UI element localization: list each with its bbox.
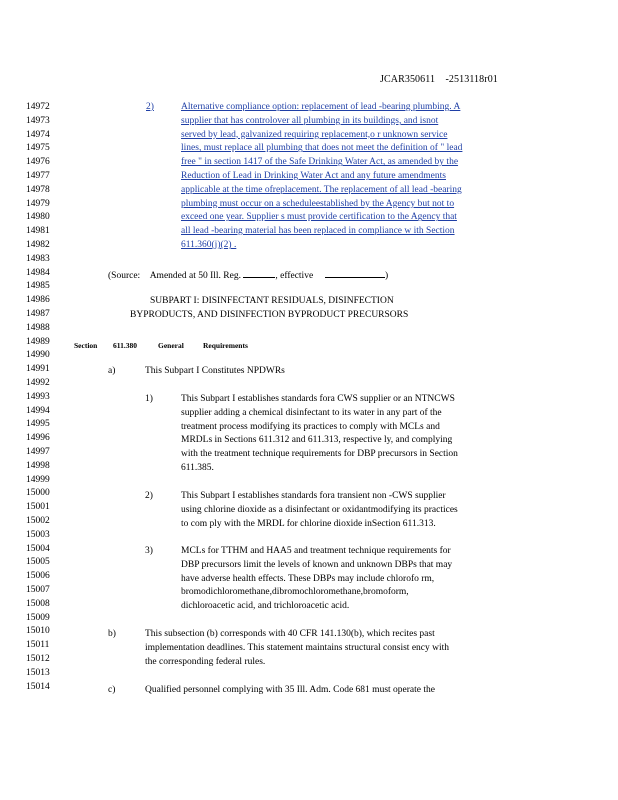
source-close: ): [385, 271, 389, 281]
line-number: 14997: [26, 447, 50, 457]
subsection-b-line: implementation deadlines. This statement maintains structural consist ency with: [145, 642, 450, 653]
subpart-title-line1: SUBPART I: DISINFECTANT RESIDUALS, DISINFECTION: [150, 296, 394, 306]
alt-option-line: Reduction of Lead in Drinking Water Act and any future amendments: [181, 171, 446, 181]
source-note: [108, 268, 388, 282]
revision-id: -2513118r01: [445, 74, 498, 85]
alt-option-label: 2): [146, 102, 154, 112]
line-number: 14999: [26, 474, 50, 485]
item-a1-line: treatment process modifying its practices to comply with MCLs and: [181, 421, 440, 432]
subsection-b-line: the corresponding federal rules.: [145, 656, 266, 667]
item-a1-label: 1): [145, 394, 153, 404]
line-number: 15007: [26, 585, 50, 595]
item-a2-line: This Subpart I establishes standards fora transient non -CWS supplier: [181, 491, 446, 501]
line-number: 14989: [26, 336, 50, 347]
line-number: 14998: [26, 460, 50, 471]
line-number: 15004: [26, 543, 50, 554]
line-number: 14983: [26, 253, 50, 264]
alt-option-line: supplier that has controlover all plumbing in its buildings, and isnot: [181, 115, 439, 126]
line-number: 15008: [26, 598, 50, 609]
item-a1-line: This Subpart I establishes standards fora CWS supplier or an NTNCWS: [181, 394, 455, 404]
line-number: 14981: [26, 226, 50, 237]
line-number: 14980: [26, 212, 50, 223]
item-a2-line: using chlorine dioxide as a disinfectant or oxidantmodifying its practices: [181, 504, 458, 515]
subsection-b-label: b): [108, 629, 116, 639]
line-number: 15010: [26, 626, 50, 637]
line-number: 14977: [26, 171, 50, 181]
item-a2-line: to com ply with the MRDL for chlorine dioxide inSection 611.313.: [181, 518, 436, 529]
line-number: 15012: [26, 654, 50, 664]
subsection-a-label: a): [108, 366, 116, 376]
item-a1-line: supplier adding a chemical disinfectant to its water in any part of the: [181, 407, 442, 418]
line-number: 15000: [26, 488, 50, 499]
alt-option-line: lines, must replace all plumbing that does not meet the definition of " lead: [181, 143, 463, 154]
item-a2-label: 2): [145, 491, 153, 501]
effective-date-blank: [325, 268, 385, 278]
section-number: 611.380: [113, 341, 137, 350]
page-header: [380, 74, 498, 85]
item-a3-line: DBP precursors limit the levels of known and unknown DBPs that may: [181, 559, 453, 570]
line-number: 14988: [26, 322, 50, 333]
subpart-title-line2: BYPRODUCTS, AND DISINFECTION BYPRODUCT PRECURSORS: [130, 310, 409, 320]
alt-option-line: exceed one year. Supplier s must provide certification to the Agency that: [181, 212, 457, 223]
line-number: 15009: [26, 612, 50, 623]
line-number: 14994: [26, 405, 50, 416]
item-a1-line: with the treatment technique requirements for DBP precursors in Section: [181, 449, 458, 460]
item-a3-line: dichloroacetic acid, and trichloroacetic acid.: [181, 601, 350, 612]
alt-option-line: served by lead, galvanized requiring replacement,o r unknown service: [181, 129, 448, 140]
subsection-c-label: c): [108, 685, 116, 695]
line-number: 14973: [26, 115, 50, 126]
alt-option-line: plumbing must occur on a scheduleestablished by the Agency but not to: [181, 198, 455, 209]
line-number: 14995: [26, 419, 50, 430]
line-number: 15005: [26, 557, 50, 568]
line-number: 14984: [26, 267, 50, 278]
line-number: 14987: [26, 309, 50, 319]
line-number: 15001: [26, 502, 50, 513]
line-number: 14991: [26, 364, 50, 375]
line-number: 14976: [26, 157, 50, 168]
section-label: Section: [74, 341, 98, 350]
line-number: 15013: [26, 667, 50, 678]
subsection-b-line: This subsection (b) corresponds with 40 CFR 141.130(b), which recites past: [145, 629, 435, 639]
line-number: 14993: [26, 391, 50, 402]
item-a1-line: 611.385.: [181, 463, 214, 473]
line-number: 14974: [26, 129, 50, 140]
item-a3-line: bromodichloromethane,dibromochloromethane,bromoform,: [181, 587, 409, 598]
line-number: 14986: [26, 295, 50, 306]
line-number: 14985: [26, 281, 50, 292]
item-a1-line: MRDLs in Sections 611.312 and 611.313, respective ly, and complying: [181, 435, 453, 446]
alt-option-line: free " in section 1417 of the Safe Drinking Water Act, as amended by the: [181, 157, 459, 168]
alt-option-line: 611.360(j)(2) .: [181, 240, 237, 250]
line-number: 14972: [26, 102, 50, 112]
line-number: 14982: [26, 240, 50, 250]
subsection-c-text: Qualified personnel complying with 35 Ill. Adm. Code 681 must operate the: [145, 685, 435, 695]
document-id: JCAR350611: [380, 74, 436, 85]
source-label: (Source:: [108, 271, 141, 281]
section-title-word-1: General: [158, 341, 184, 350]
line-number: 14979: [26, 198, 50, 209]
line-number: 14992: [26, 378, 50, 388]
subsection-a-text: This Subpart I Constitutes NPDWRs: [145, 366, 285, 376]
line-number: 15011: [26, 640, 50, 651]
line-number: 15014: [26, 681, 50, 692]
alt-option-line: all lead -bearing material has been replaced in compliance w ith Section: [181, 226, 455, 237]
line-number: 15006: [26, 571, 50, 582]
alt-option-line: Alternative compliance option: replacement of lead -bearing plumbing. A: [181, 102, 461, 112]
line-number: 14978: [26, 184, 50, 195]
source-amended-text: Amended at 50 Ill. Reg.: [149, 271, 241, 281]
line-number: 14990: [26, 350, 50, 361]
line-number: 15003: [26, 529, 50, 540]
alt-option-line: applicable at the time ofreplacement. The replacement of all lead -bearing: [181, 184, 462, 195]
item-a3-label: 3): [145, 546, 153, 556]
source-effective-text: , effective: [275, 271, 314, 281]
line-number: 14975: [26, 143, 50, 154]
line-number: 15002: [26, 516, 50, 526]
item-a3-line: have adverse health effects. These DBPs may include chlorofo rm,: [181, 573, 435, 584]
register-page-blank: [243, 268, 275, 278]
item-a3-line: MCLs for TTHM and HAA5 and treatment technique requirements for: [181, 546, 451, 556]
section-title-word-2: Requirements: [203, 341, 248, 350]
line-number: 14996: [26, 433, 50, 444]
